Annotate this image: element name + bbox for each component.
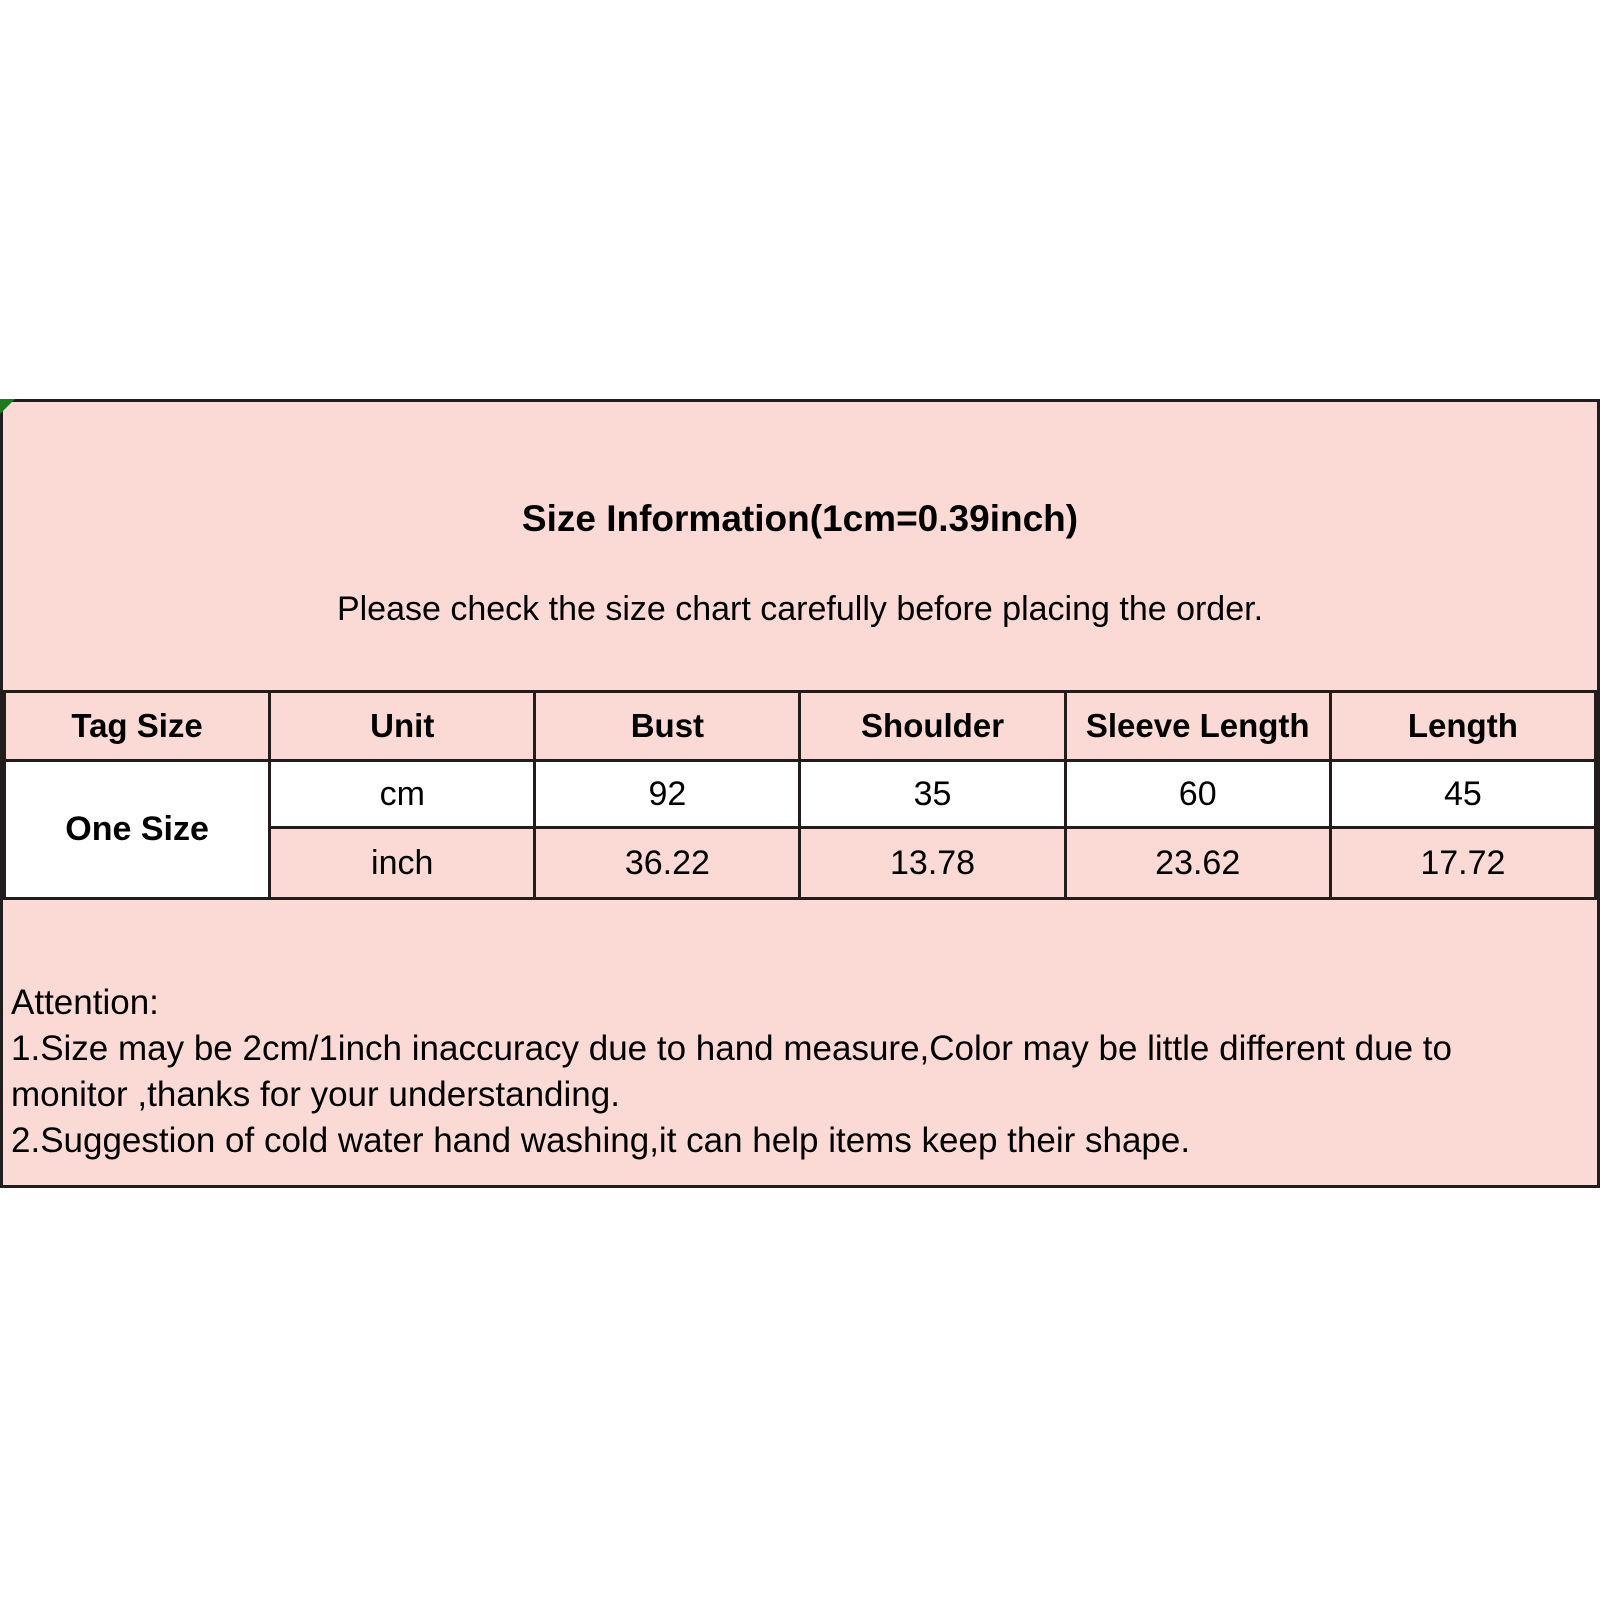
intro-section	[3, 402, 1597, 690]
col-header-tag-size: Tag Size	[5, 692, 270, 761]
attention-line-1: 1.Size may be 2cm/1inch inaccuracy due to hand measure,Color may be little different due to	[11, 1029, 1452, 1068]
col-header-shoulder: Shoulder	[800, 692, 1065, 761]
cell-shoulder-inch: 13.78	[800, 828, 1065, 899]
col-header-length: Length	[1330, 692, 1595, 761]
cell-bust-inch: 36.22	[535, 828, 800, 899]
cell-bust-cm: 92	[535, 761, 800, 828]
size-info-sheet	[0, 399, 1600, 1188]
col-header-bust: Bust	[535, 692, 800, 761]
cell-tag-size: One Size	[5, 761, 270, 899]
cell-unit-cm: cm	[270, 761, 535, 828]
attention-heading: Attention:	[11, 983, 159, 1022]
col-header-sleeve-length: Sleeve Length	[1065, 692, 1330, 761]
col-header-unit: Unit	[270, 692, 535, 761]
cell-length-cm: 45	[1330, 761, 1595, 828]
cell-length-inch: 17.72	[1330, 828, 1595, 899]
green-corner-mark	[0, 399, 15, 414]
attention-line-3: 2.Suggestion of cold water hand washing,it can help items keep their shape.	[11, 1121, 1191, 1160]
attention-section	[3, 900, 1597, 1164]
row-cm	[5, 761, 1596, 828]
page-title: Size Information(1cm=0.39inch)	[521, 498, 1079, 539]
page-subtitle: Please check the size chart carefully before placing the order.	[336, 590, 1264, 628]
cell-shoulder-cm: 35	[800, 761, 1065, 828]
cell-sleeve-length-inch: 23.62	[1065, 828, 1330, 899]
size-table	[3, 690, 1597, 900]
header-row	[5, 692, 1596, 761]
attention-line-2: monitor ,thanks for your understanding.	[11, 1075, 620, 1114]
cell-sleeve-length-cm: 60	[1065, 761, 1330, 828]
cell-unit-inch: inch	[270, 828, 535, 899]
